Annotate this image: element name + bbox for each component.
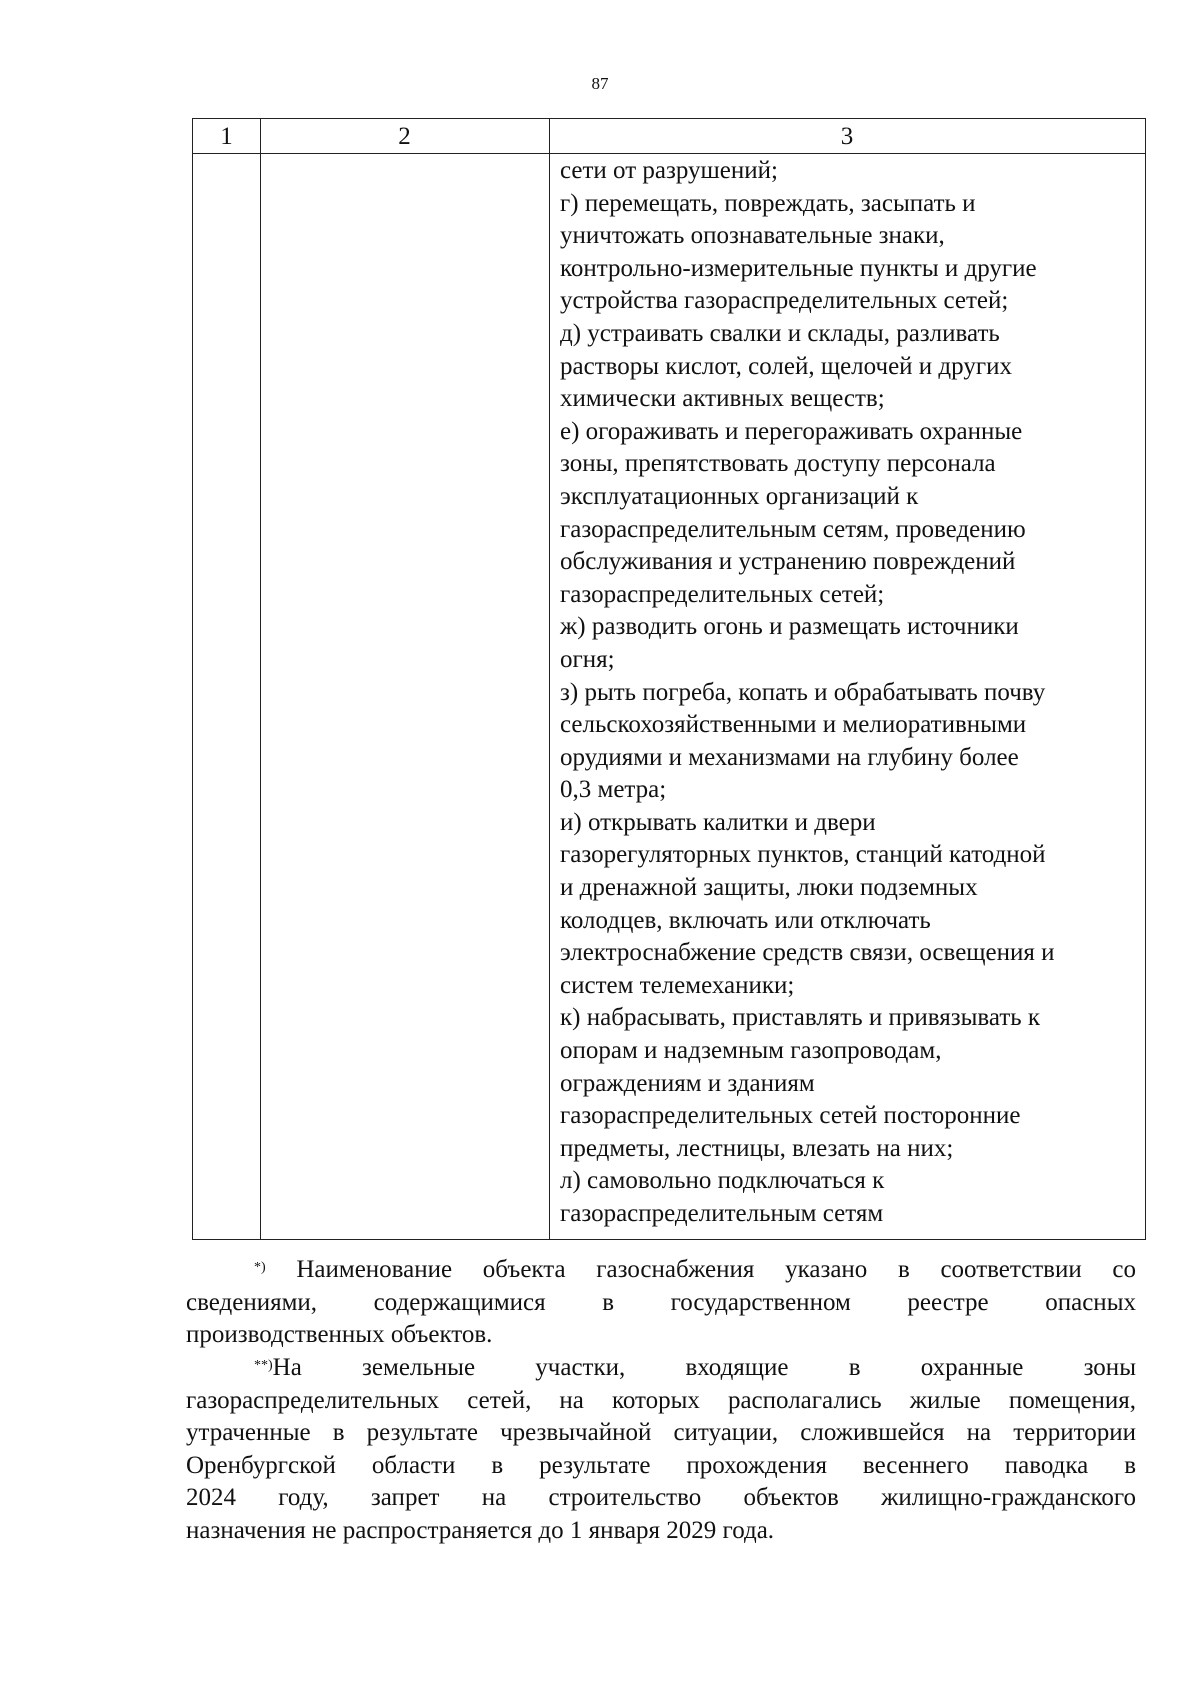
table-cell-line: ограждениям и зданиям bbox=[560, 1069, 815, 1097]
table-cell-line: д) устраивать свалки и склады, разливать bbox=[560, 319, 1000, 347]
footnote-1-marker: *) bbox=[254, 1260, 266, 1275]
footnote-2-line-5: 2024 году, запрет на строительство объектов жилищно-гражданского bbox=[186, 1484, 1136, 1512]
table-cell-line: к) набрасывать, приставлять и привязывать к bbox=[560, 1004, 1041, 1032]
table-cell-line: устройства газораспределительных сетей; bbox=[560, 287, 1009, 315]
table-cell-line: растворы кислот, солей, щелочей и других bbox=[560, 352, 1012, 380]
table-cell-line: и) открывать калитки и двери bbox=[560, 808, 876, 836]
table-cell-line: газораспределительным сетям bbox=[560, 1200, 884, 1227]
table-cell-line: контрольно-измерительные пункты и другие bbox=[560, 254, 1037, 282]
footnote-2 bbox=[186, 1352, 1136, 1548]
table-cell-line: систем телемеханики; bbox=[560, 971, 795, 999]
table-cell-line: газорегуляторных пунктов, станций катодной bbox=[560, 841, 1046, 869]
table-cell-line: предметы, лестницы, влезать на них; bbox=[560, 1134, 954, 1162]
page-number: 87 bbox=[591, 74, 609, 93]
column-header-2: 2 bbox=[398, 123, 411, 150]
table-cell-line: газораспределительных сетей; bbox=[560, 580, 885, 608]
table-cell-line: химически активных веществ; bbox=[560, 385, 885, 413]
table-cell-line: газораспределительным сетям, проведению bbox=[560, 515, 1026, 543]
table-cell-line: г) перемещать, повреждать, засыпать и bbox=[560, 189, 976, 217]
footnote-1-line-1: *) Наименование объекта газоснабжения указано в соответствии со bbox=[254, 1256, 1136, 1283]
footnote-2-line-6: назначения не распространяется до 1 января 2029 года. bbox=[186, 1516, 775, 1544]
table-cell-line: ж) разводить огонь и размещать источники bbox=[560, 613, 1019, 641]
header-divider bbox=[193, 153, 1145, 154]
table-cell-line: е) огораживать и перегораживать охранные bbox=[560, 417, 1023, 445]
footnote-2-line-3: утраченные в результате чрезвычайной ситуации, сложившейся на территории bbox=[186, 1419, 1136, 1447]
restrictions-table bbox=[192, 118, 1146, 1240]
table-cell-line: сельскохозяйственными и мелиоративными bbox=[560, 711, 1027, 739]
column-divider-1 bbox=[260, 119, 261, 1239]
table-cell-line: обслуживания и устранению повреждений bbox=[560, 548, 1016, 576]
table-cell-line: опорам и надземным газопроводам, bbox=[560, 1037, 942, 1065]
table-cell-line: з) рыть погреба, копать и обрабатывать почву bbox=[560, 678, 1046, 706]
table-cell-line: колодцев, включать или отключать bbox=[560, 906, 931, 934]
table-cell-line: огня; bbox=[560, 645, 615, 673]
column-divider-2 bbox=[549, 119, 550, 1239]
table-cell-line: и дренажной защиты, люки подземных bbox=[560, 874, 978, 902]
column-3-content bbox=[560, 155, 1144, 1231]
footnote-2-line-2: газораспределительных сетей, на которых располагались жилые помещения, bbox=[186, 1386, 1136, 1414]
table-cell-line: эксплуатационных организаций к bbox=[560, 482, 919, 510]
column-header-1: 1 bbox=[220, 123, 233, 150]
footnote-1-line-2: сведениями, содержащимися в государственном реестре опасных bbox=[186, 1288, 1136, 1316]
table-cell-line: зоны, препятствовать доступу персонала bbox=[560, 450, 996, 478]
footnote-2-line-4: Оренбургской области в результате прохождения весеннего паводка в bbox=[186, 1451, 1136, 1479]
table-cell-line: орудиями и механизмами на глубину более bbox=[560, 743, 1019, 771]
column-header-3: 3 bbox=[840, 123, 854, 150]
table-cell-line: газораспределительных сетей посторонние bbox=[560, 1102, 1021, 1130]
table-cell-line: л) самовольно подключаться к bbox=[560, 1167, 885, 1195]
footnote-2-marker: **) bbox=[254, 1358, 273, 1373]
footnote-2-line-1: **)На земельные участки, входящие в охранные зоны bbox=[254, 1354, 1136, 1381]
table-cell-line: сети от разрушений; bbox=[560, 157, 778, 184]
footnote-1-line-3: производственных объектов. bbox=[186, 1321, 493, 1349]
table-cell-line: 0,3 метра; bbox=[560, 776, 667, 804]
table-cell-line: электроснабжение средств связи, освещения и bbox=[560, 939, 1055, 967]
footnote-1 bbox=[186, 1254, 1136, 1352]
table-cell-line: уничтожать опознавательные знаки, bbox=[560, 222, 945, 250]
